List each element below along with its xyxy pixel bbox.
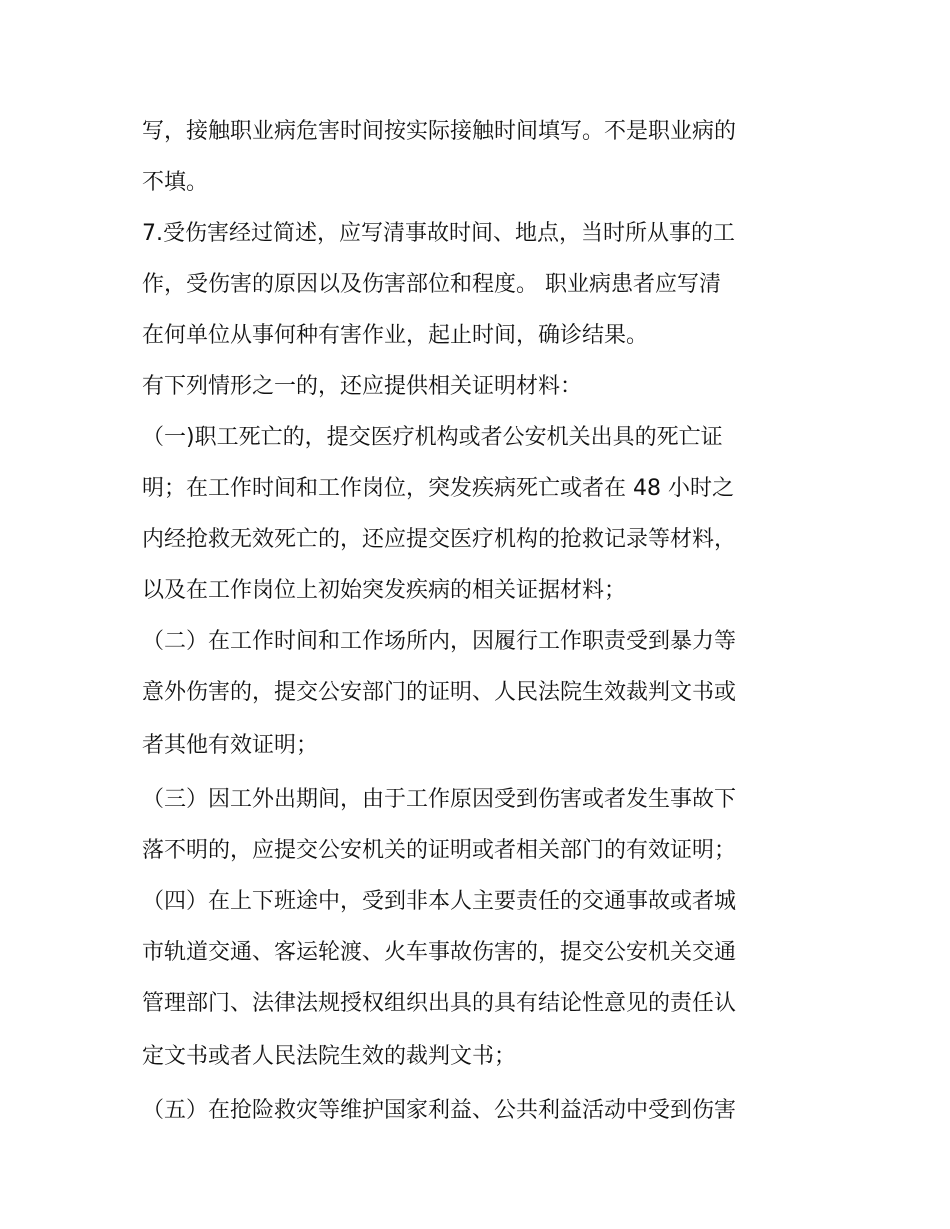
text-line: 落不明的，应提交公安机关的证明或者相关部门的有效证明； [142, 838, 737, 863]
text-line: 不填。 [142, 170, 209, 195]
text-line: （四）在上下班途中，受到非本人主要责任的交通事故或者城 [142, 889, 737, 914]
text-line: 管理部门、法律法规授权组织出具的具有结论性意见的责任认 [142, 991, 737, 1016]
text-line: 明；在工作时间和工作岗位，突发疾病死亡或者在 48 小时之 [142, 476, 734, 501]
text-line: 内经抢救无效死亡的，还应提交医疗机构的抢救记录等材料， [142, 527, 737, 552]
text-line: 定文书或者人民法院生效的裁判文书； [142, 1044, 517, 1069]
document-body [142, 106, 814, 1136]
text-line: （一)职工死亡的，提交医疗机构或者公安机关出具的死亡证 [142, 425, 723, 450]
text-line: 市轨道交通、客运轮渡、火车事故伤害的，提交公安机关交通 [142, 940, 737, 965]
text-line: 7.受伤害经过简述，应写清事故时间、地点，当时所从事的工 [142, 221, 735, 246]
text-line: 在何单位从事何种有害作业，起止时间，确诊结果。 [142, 323, 649, 348]
text-line: （三）因工外出期间，由于工作原因受到伤害或者发生事故下 [142, 787, 737, 812]
text-line: 写，接触职业病危害时间按实际接触时间填写。不是职业病的 [142, 119, 737, 144]
text-line: 有下列情形之一的，还应提供相关证明材料： [142, 374, 583, 399]
text-line: 以及在工作岗位上初始突发疾病的相关证据材料； [142, 578, 627, 603]
text-line: 意外伤害的，提交公安部门的证明、人民法院生效裁判文书或 [142, 680, 737, 705]
text-line: （二）在工作时间和工作场所内，因履行工作职责受到暴力等 [142, 629, 737, 654]
text-line: （五）在抢险救灾等维护国家利益、公共利益活动中受到伤害 [142, 1098, 737, 1123]
text-line: 者其他有效证明； [142, 733, 319, 758]
text-line: 作，受伤害的原因以及伤害部位和程度。 职业病患者应写清 [142, 272, 721, 297]
